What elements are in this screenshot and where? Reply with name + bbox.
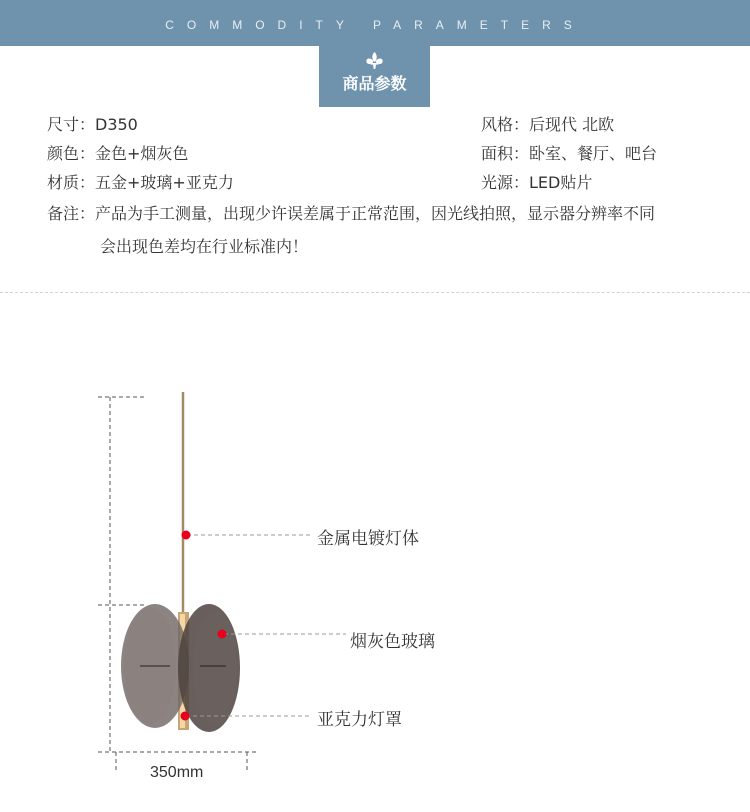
lamp-body [121, 604, 240, 732]
callout-acrylic-shade: 亚克力灯罩 [317, 710, 402, 730]
marker-dot-shade [181, 712, 190, 721]
callout-lamp-body: 金属电镀灯体 [317, 529, 419, 549]
banner-text: COMMODITY PARAMETERS [165, 18, 585, 32]
param-area: 面积：卧室、餐厅、吧台 [481, 144, 658, 163]
param-material: 材质：五金+玻璃+亚克力 [47, 173, 234, 192]
marker-dot-glass [218, 630, 227, 639]
param-note-continued: 会出现色差均在行业标准内！ [100, 237, 309, 256]
param-style: 风格：后现代 北欧 [481, 115, 615, 134]
param-color: 颜色：金色+烟灰色 [47, 144, 189, 163]
param-light: 光源：LED贴片 [481, 173, 593, 192]
param-size: 尺寸：D350 [47, 115, 138, 134]
param-note: 备注：产品为手工测量，出现少许误差属于正常范围，因光线拍照，显示器分辨率不同 [47, 204, 656, 223]
marker-dot-body [182, 531, 191, 540]
callout-smoke-glass: 烟灰色玻璃 [350, 632, 435, 652]
section-title: 商品参数 [342, 74, 407, 93]
width-dimension-label: 350mm [150, 764, 204, 781]
